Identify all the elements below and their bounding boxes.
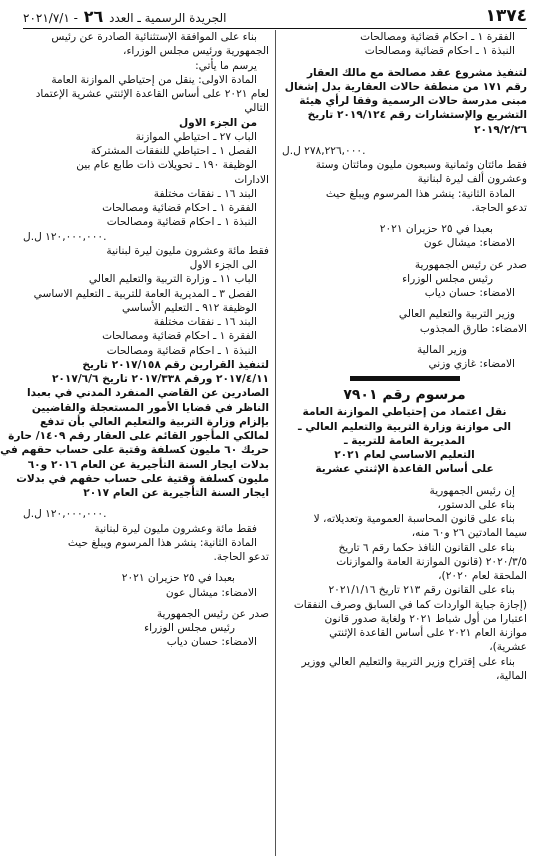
page-header [23,4,527,29]
text-line: البند ١٦ ـ نفقات مختلفة [153,316,257,328]
decree-title-line: التعليم الاساسي لعام ٢٠٢١ [334,449,475,461]
text-line: رئيس مجلس الوزراء [402,272,493,285]
text-line: حريك ٦٠ مليون كسلفة وقتية على حساب حقهم في [0,444,269,457]
text-line: ايجار السنة التأجيرية عن العام ٢٠١٧ [83,487,269,499]
text-line: بدلات ايجار السنة التأجيرية عن العام ٢٠١٦ و٦٠ [27,458,269,471]
text-line: الصادرين عن القاضي المنفرد المدني في بعبدا [26,387,269,400]
text-line: بعبدا في ٢٥ حزيران ٢٠٢١ [121,572,235,585]
text-line: سيما المادتين ٢٦ و٦٠ منه، [411,527,527,540]
text-line: مبنى مدرسة حالات الرسمية وفقا لرأي هيئة [299,95,527,107]
text-line: إن رئيس الجمهورية [429,484,515,497]
text-line: المادة الثانية: ينشر هذا المرسوم ويبلغ حيث [325,187,515,200]
text-line: المادة الاولى: ينقل من إحتياطي الموازنة العامة [51,73,257,86]
text-line: مليون كسلفة وقتية على حساب حقهم في بدلات [16,472,269,485]
text-line: اعتبارا من أول شباط ٢٠٢١ ولغاية صدور قانون [324,612,527,625]
text-line: (إجازة جباية الواردات كما في السابق وصرف النفقات [293,598,527,611]
columns [0,30,527,856]
right-column [275,30,527,856]
text-line: الوظيفة ٩١٢ ـ التعليم الأساسي [122,301,257,314]
page-number: ١٣٧٤ [485,6,527,26]
text-line: وعشرون ألف ليرة لبنانية [417,173,527,186]
text-line: فقط مائتان وثمانية وسبعون مليون ومائتان وستة [315,159,527,171]
section-divider [282,371,527,385]
text-line: النبذة ١ ـ احكام قضائية ومصالحات [106,344,257,357]
decree-title-line: الى موازنة وزارة التربية والتعليم العالي ـ [297,420,512,433]
text-line: الفصل ٣ ـ المديرية العامة للتربية ـ التعليم الاساسي [33,287,257,300]
text-line: بعبدا في ٢٥ حزيران ٢٠٢١ [379,223,493,235]
text-line: النبذة ١ ـ احكام قضائية ومصالحات [364,45,515,58]
text-line: بناء على الموافقة الإستثنائية الصادرة عن رئيس [51,31,257,43]
text-line: بإلزام وزارة التربية والتعليم العالي بأن تدفع [40,415,269,428]
text-line: فقط مائة وعشرون مليون ليرة لبنانية [94,522,257,535]
text-line: الباب ١١ ـ وزارة التربية والتعليم العالي [88,273,257,286]
text-line: رقم ١٧١ من منطقة حالات العقارية بدل إشغال [284,80,527,93]
decree-number: مرسوم رقم ٧٩٠١ [343,387,466,404]
text-line: بناء على قانون المحاسبة العمومية وتعديلاته، لا [313,513,515,525]
text-line: فقط مائة وعشرون مليون ليرة لبنانية [106,244,269,257]
text-line: الفصل ١ ـ احتياطي للنفقات المشتركة [90,145,257,157]
text-line: الامضاء: غازي وزني [428,358,515,370]
text-line: يرسم ما يأتي: [195,59,257,72]
text-line: عشرية)، [489,641,527,654]
section-heading: من الجزء الاول [178,116,257,129]
text-line: وزير التربية والتعليم العالي [398,308,515,321]
text-line: المالية، [495,669,527,682]
text-line: الادارات [234,173,269,186]
text-line: الفقرة ١ ـ احكام قضائية ومصالحات [102,202,257,214]
text-line: التشريع والإستشارات رقم ٢٠١٩/١٢٤ تاريخ [307,109,527,122]
amount: ٢٧٨,٢٢٦,٠٠٠ ل.ل. [282,144,366,157]
publication-name: الجريدة الرسمية ـ العدد [109,10,227,25]
text-line: بناء على الدستور، [437,498,515,511]
decree-title-line: المديرية العامة للتربية ـ [344,434,465,447]
text-line: الملحقة لعام ٢٠٢٠)، [438,570,527,582]
text-line: وزير المالية [416,343,467,356]
text-line: الى الجزء الاول [189,259,257,271]
text-line: لتنفيذ مشروع عقد مصالحة مع مالك العقار [306,66,527,79]
text-line: موازنة العام ٢٠٢١ على أساس القاعدة الإثنتي [329,627,527,639]
text-line: ٢٠١٧/٤/١١ ورقم ٢٠١٧/٣٣٨ تاريخ ٢٠١٧/٦/٦ [51,373,269,385]
amount: ١٢٠,٠٠٠,٠٠٠ ل.ل. [23,508,107,521]
text-line: التالي [244,102,269,115]
text-line: لتنفيذ القرارين رقم ٢٠١٧/١٥٨ تاريخ [82,358,269,371]
text-line: لمالكي المأجور القائم على العقار رقم ١٤٠٩/ حارة [8,430,269,442]
text-line: الامضاء: ميشال عون [423,237,515,250]
decree-title-line: على أساس القاعدة الإثنتي عشرية [315,463,494,476]
text-line: النبذة ١ ـ احكام قضائية ومصالحات [106,216,257,229]
text-line: الجمهورية ورئيس مجلس الوزراء، [123,45,269,58]
text-line: المادة الثانية: ينشر هذا المرسوم ويبلغ حيث [67,536,257,549]
text-line: الامضاء: ميشال عون [165,586,257,599]
text-line: بناء على القانون رقم ٢١٣ تاريخ ٢٠٢١/١/١٦ [328,584,515,597]
text-line: الامضاء: طارق المجذوب [419,322,527,335]
decree-title-line: نقل اعتماد من إحتياطي الموازنة العامة [302,406,507,419]
text-line: بناء على القانون النافذ حكما رقم ٦ تاريخ [338,541,515,554]
amount: ١٢٠,٠٠٠,٠٠٠ ل.ل. [23,230,107,243]
text-line: تدعو الحاجة. [213,551,269,563]
text-line: الامضاء: حسان دياب [424,287,515,299]
text-line: الوظيفة ١٩٠ ـ تحويلات ذات طابع عام بين [76,159,257,172]
left-column [0,30,275,856]
text-line: الفقرة ١ ـ احكام قضائية ومصالحات [102,330,257,343]
text-line: الناظر في قضايا الأمور المستعجلة والقاضيين [31,401,269,414]
text-line: الامضاء: حسان دياب [166,636,257,649]
text-line: رئيس مجلس الوزراء [144,622,235,634]
text-line: صدر عن رئيس الجمهورية [156,607,269,620]
issue-number: ٢٦ [83,6,104,26]
text-line: ٢٠١٩/٢/٢٦ [474,123,527,136]
publication-header [23,7,226,26]
text-line: لعام ٢٠٢١ على أساس القاعدة الإثنتي عشرية الإعتماد [35,88,269,100]
text-line: بناء على إقتراح وزير التربية والتعليم العالي ووزير [301,655,515,668]
text-line: الباب ٢٧ ـ احتياطي الموازنة [135,130,257,143]
issue-date: - ٢٠٢١/٧/١ [23,10,78,25]
text-line: ٢٠٢٠/٣/٥ (قانون الموازنة العامة والموازنات [336,555,527,568]
text-line: البند ١٦ ـ نفقات مختلفة [153,187,257,200]
text-line: الفقرة ١ ـ احكام قضائية ومصالحات [360,31,515,43]
text-line: صدر عن رئيس الجمهورية [414,258,527,271]
text-line: تدعو الحاجة. [471,201,527,214]
